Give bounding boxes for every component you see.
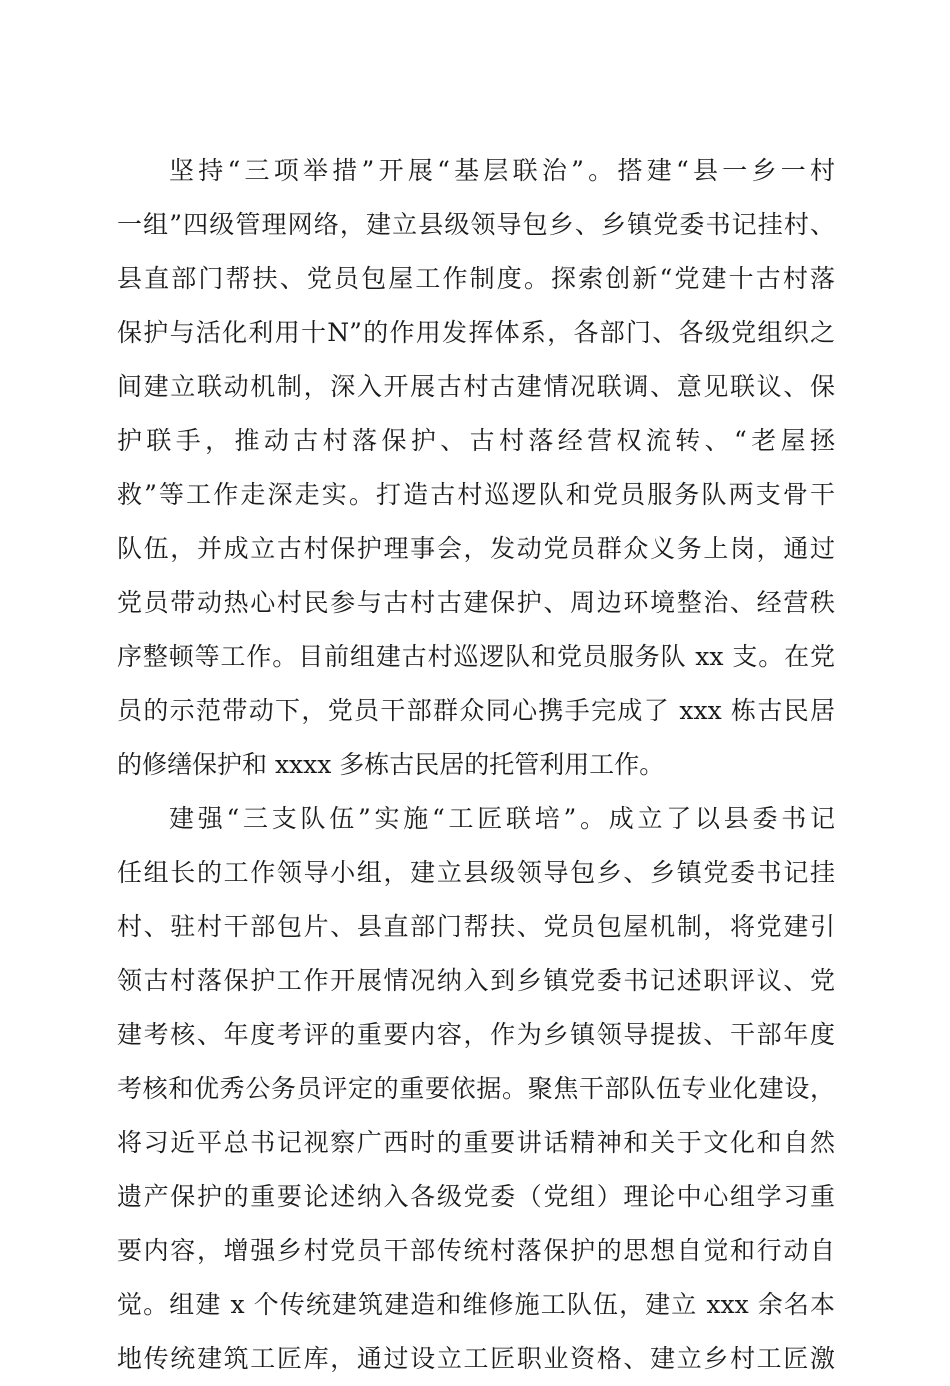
text-line: 保护与活化利用十N”的作用发挥体系，各部门、各级党组织之 [117, 318, 835, 347]
paragraph-1 [117, 144, 835, 792]
text-line: 任组长的工作领导小组，建立县级领导包乡、乡镇党委书记挂 [117, 858, 835, 887]
text-line: 一组”四级管理网络，建立县级领导包乡、乡镇党委书记挂村、 [117, 210, 835, 239]
text-line: 员的示范带动下，党员干部群众同心携手完成了 xxx 栋古民居 [117, 696, 835, 725]
text-line: 村、驻村干部包片、县直部门帮扶、党员包屋机制，将党建引 [117, 912, 835, 941]
text-line: 要内容，增强乡村党员干部传统村落保护的思想自觉和行动自 [117, 1236, 835, 1265]
text-line: 建强“三支队伍”实施“工匠联培”。成立了以县委书记 [169, 804, 835, 833]
text-line: 救”等工作走深走实。打造古村巡逻队和党员服务队两支骨干 [117, 480, 835, 509]
text-line: 序整顿等工作。目前组建古村巡逻队和党员服务队 xx 支。在党 [117, 642, 835, 671]
document-body [117, 144, 835, 1386]
text-line: 间建立联动机制，深入开展古村古建情况联调、意见联议、保 [117, 372, 835, 401]
text-line: 将习近平总书记视察广西时的重要讲话精神和关于文化和自然 [117, 1128, 835, 1157]
text-line: 护联手，推动古村落保护、古村落经营权流转、“老屋拯 [117, 426, 835, 455]
text-line: 县直部门帮扶、党员包屋工作制度。探索创新“党建十古村落 [117, 264, 835, 293]
text-line: 地传统建筑工匠库，通过设立工匠职业资格、建立乡村工匠激 [117, 1344, 835, 1373]
text-line: 坚持“三项举措”开展“基层联治”。搭建“县一乡一村 [169, 156, 835, 185]
text-line: 考核和优秀公务员评定的重要依据。聚焦干部队伍专业化建设， [117, 1074, 835, 1103]
paragraph-2 [117, 792, 835, 1386]
text-line: 的修缮保护和 xxxx 多栋古民居的托管利用工作。 [117, 750, 665, 779]
text-line: 领古村落保护工作开展情况纳入到乡镇党委书记述职评议、党 [117, 966, 835, 995]
text-line: 党员带动热心村民参与古村古建保护、周边环境整治、经营秩 [117, 588, 835, 617]
text-line: 觉。组建 x 个传统建筑建造和维修施工队伍，建立 xxx 余名本 [117, 1290, 835, 1319]
text-line: 队伍，并成立古村保护理事会，发动党员群众义务上岗，通过 [117, 534, 835, 563]
text-line: 遗产保护的重要论述纳入各级党委（党组）理论中心组学习重 [117, 1182, 835, 1211]
text-line: 建考核、年度考评的重要内容，作为乡镇领导提拔、干部年度 [117, 1020, 835, 1049]
